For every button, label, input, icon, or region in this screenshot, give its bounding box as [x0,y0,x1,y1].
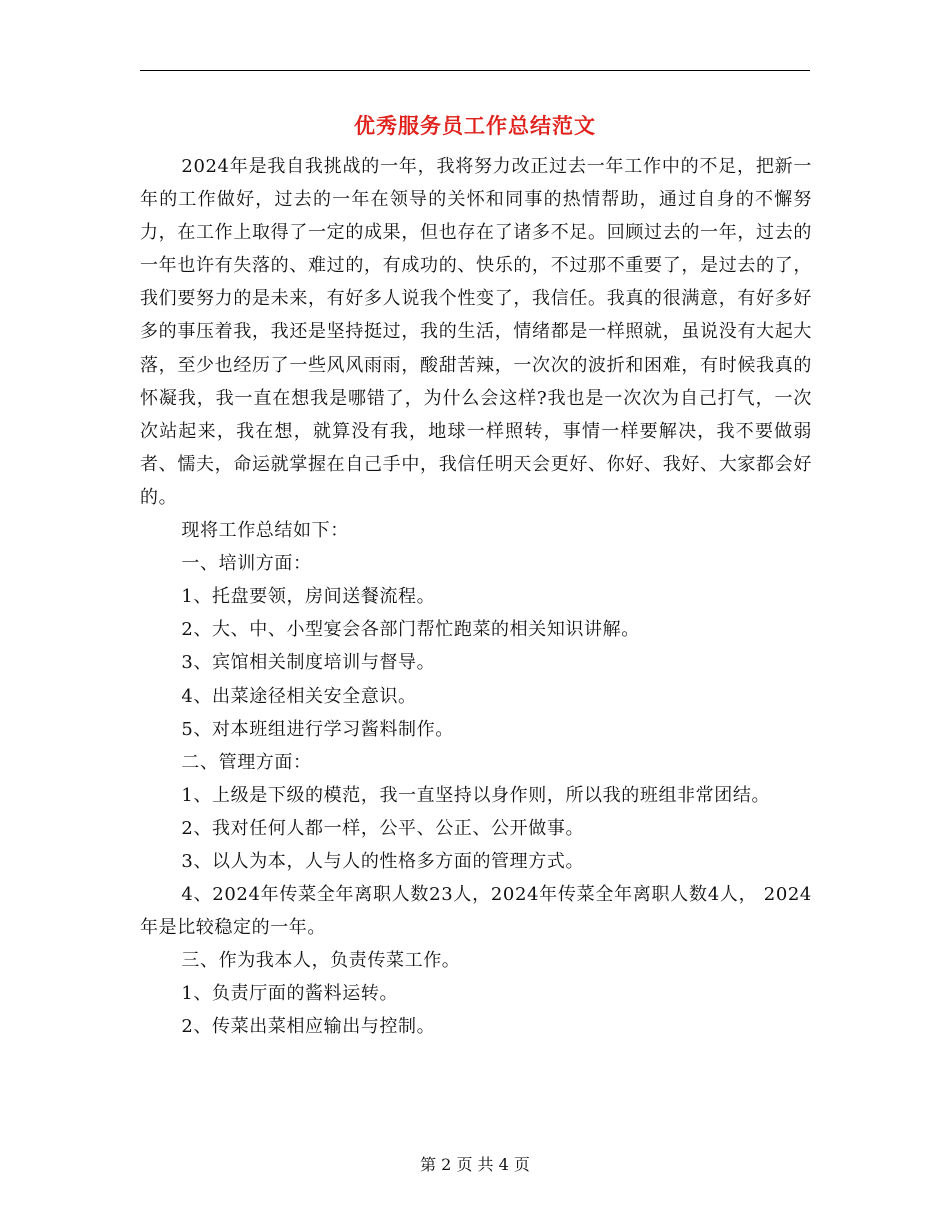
list-item: 4、出菜途径相关安全意识。 [181,685,417,707]
body-paragraph: 现将工作总结如下： [181,520,349,542]
list-item: 2、大、中、小型宴会各部门帮忙跑菜的相关知识讲解。 [181,619,640,641]
document-title: 优秀服务员工作总结范文 [354,113,596,138]
list-item: 1、上级是下级的模范，我一直坚持以身作则，所以我的班组非常团结。 [181,784,771,806]
list-item: 4、2024年传菜全年离职人数23人，2024年传菜全年离职人数4人， 2024年是比较稳定的一年。 [140,884,812,939]
list-item: 1、托盘要领，房间送餐流程。 [181,586,436,608]
section-heading-personal: 三、作为我本人，负责传菜工作。 [181,950,461,972]
section-heading-management: 二、管理方面： [181,751,312,773]
list-item: 3、宾馆相关制度培训与督导。 [181,652,436,674]
page-number: 第 2 页 共 4 页 [420,1155,530,1174]
page-footer [0,1153,950,1177]
list-item: 3、以人为本，人与人的性格多方面的管理方式。 [181,850,585,872]
section-heading-training: 一、培训方面： [181,553,312,575]
document-body [140,150,812,1044]
list-item: 1、负责厅面的酱料运转。 [181,983,399,1005]
list-item: 5、对本班组进行学习酱料制作。 [181,718,454,740]
header-rule [140,70,810,71]
list-item: 2、传菜出菜相应输出与控制。 [181,1016,436,1038]
body-paragraph-intro: 2024年是我自我挑战的一年，我将努力改正过去一年工作中的不足，把新一年的工作做好，过去的一年在领导的关怀和同事的热情帮助，通过自身的不懈努力，在工作上取得了一定的成果，但也存在了诸多不足。回顾过去的一年，过去的一年也许有失落的、难过的，有成功的、快乐的，不过那不重要了，是过去的了，我们要努力的是未来，有好多人说我个性变了，我信任。我真的很满意，有好多好多的事压着我，我还是坚持挺过，我的生活，情绪都是一样照就，虽说没有大起大落，至少也经历了一些风风雨雨，酸甜苦辣，一次次的波折和困难，有时候我真的怀凝我，我一直在想我是哪错了，为什么会这样?我也是一次次为自己打气，一次次站起来，我在想，就算没有我，地球一样照转，事情一样要解决，我不要做弱者、懦夫，命运就掌握在自己手中，我信任明天会更好、你好、我好、大家都会好的。 [140,156,812,508]
list-item: 2、我对任何人都一样，公平、公正、公开做事。 [181,817,585,839]
